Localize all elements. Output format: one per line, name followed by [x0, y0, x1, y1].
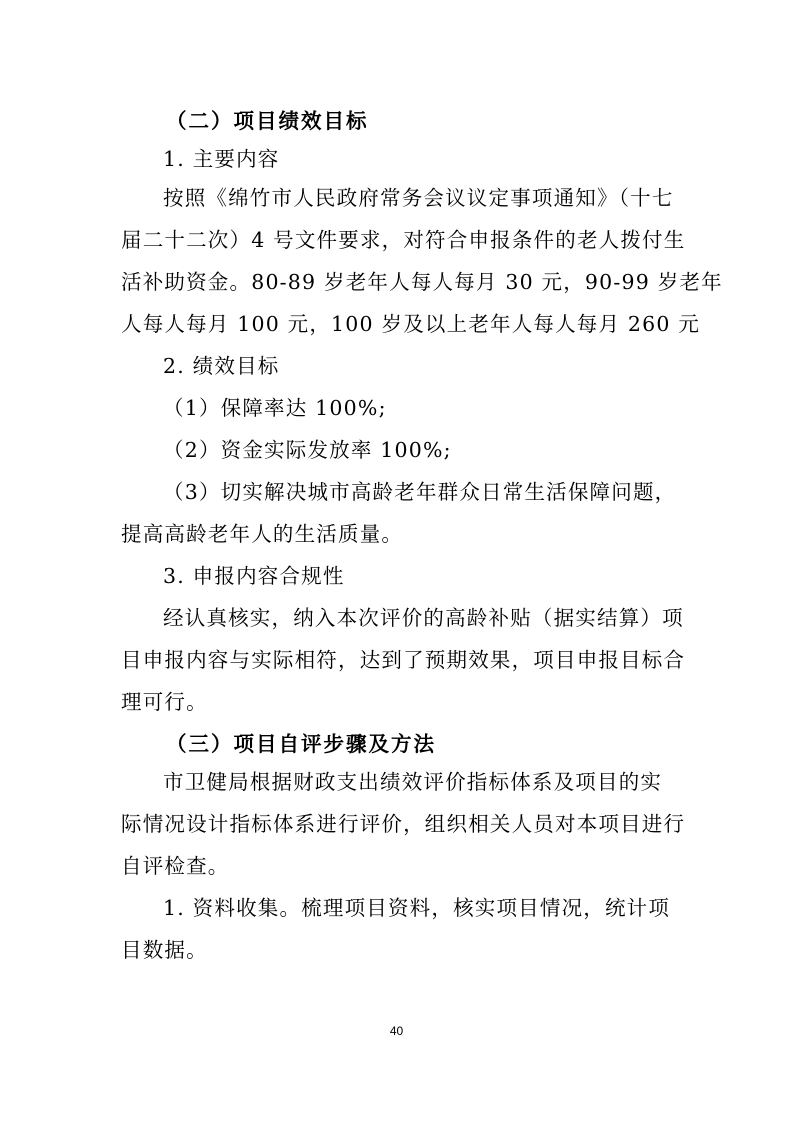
- section-heading-self-evaluation: （三）项目自评步骤及方法: [166, 732, 436, 756]
- goal-item: （2）资金实际发放率 100%;: [163, 438, 452, 462]
- goal-item: （1）保障率达 100%;: [163, 396, 387, 420]
- paragraph-line: 届二十二次）4 号文件要求，对符合申报条件的老人拨付生: [121, 228, 686, 252]
- paragraph-line: 市卫健局根据财政支出绩效评价指标体系及项目的实: [163, 770, 663, 794]
- item-title-performance-goals: 2. 绩效目标: [163, 354, 280, 378]
- paragraph-line: 际情况设计指标体系进行评价，组织相关人员对本项目进行: [121, 812, 686, 836]
- step-item: 1. 资料收集。梳理项目资料，核实项目情况，统计项: [163, 896, 671, 920]
- paragraph-line: 经认真核实，纳入本次评价的高龄补贴（据实结算）项: [163, 606, 684, 630]
- item-title-compliance: 3. 申报内容合规性: [163, 564, 345, 588]
- goal-item: （3）切实解决城市高龄老年群众日常生活保障问题，: [163, 480, 677, 504]
- paragraph-line: 理可行。: [121, 690, 208, 714]
- page-number: 40: [389, 1024, 404, 1038]
- paragraph-line: 自评检查。: [121, 854, 230, 878]
- paragraph-line: 按照《绵竹市人民政府常务会议议定事项通知》（十七: [163, 186, 674, 210]
- paragraph-line: 目申报内容与实际相符，达到了预期效果，项目申报目标合: [121, 648, 686, 672]
- paragraph-line: 人每人每月 100 元，100 岁及以上老年人每人每月 260 元: [121, 312, 701, 336]
- section-heading-performance-goals: （二）项目绩效目标: [166, 109, 369, 133]
- step-item-continued: 目数据。: [121, 938, 208, 962]
- goal-item-continued: 提高高龄老年人的生活质量。: [121, 522, 404, 546]
- item-title-main-content: 1. 主要内容: [163, 147, 280, 171]
- paragraph-line: 活补助资金。80-89 岁老年人每人每月 30 元，90-99 岁老年: [121, 270, 723, 294]
